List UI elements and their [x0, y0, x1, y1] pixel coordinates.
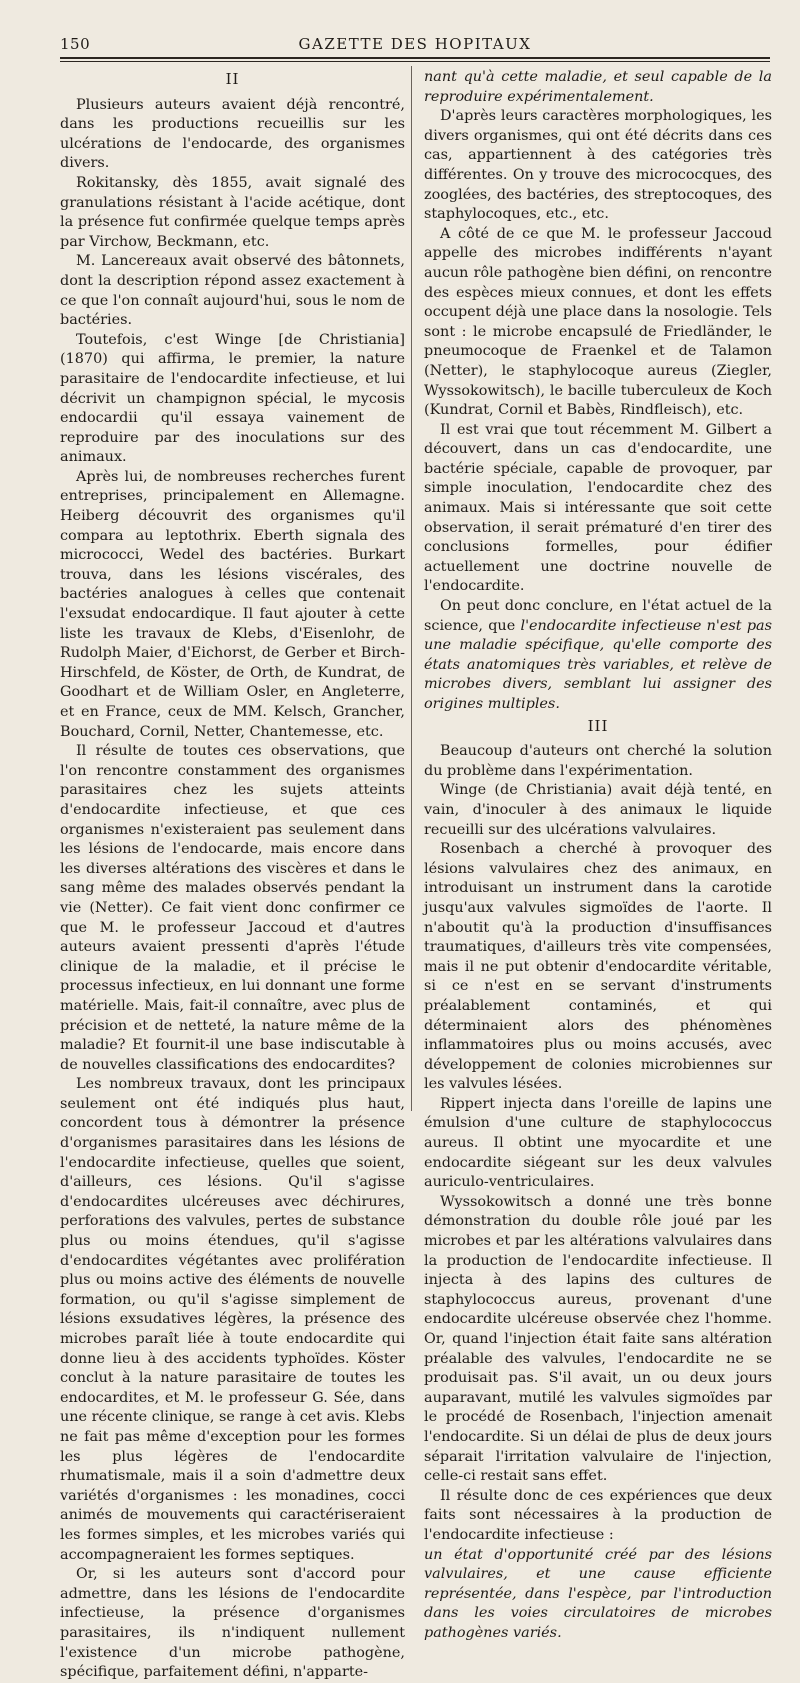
paragraph: M. Lancereaux avait observé des bâtonnets, dont la description répond assez exactement à ce que l'on connaît aujourd'hui, sous le nom de bactéries. — [60, 253, 405, 329]
page-header — [60, 30, 770, 58]
section-heading-iii: III — [587, 716, 609, 735]
paragraph: Rosenbach a cherché à provoquer des lésions valvulaires chez des animaux, en introduisant un instrument dans la carotide jusqu'aux valvules sigmoïdes de l'aorte. Il n'aboutit qu'à la production d'insuffisances traumatiques, d'ailleurs très vite compensées, mais il ne put obtenir d'endocardite véritable, si ce n'est en se servant d'instruments préalablement contaminés, et qui déterminaient alors des phénomènes inflammatoires plus ou moins accusés, avec développement de colonies microbiennes sur les valvules lésées. — [424, 841, 772, 1093]
paragraph: Plusieurs auteurs avaient déjà rencontré, dans les productions recueillis sur les ulcérations de l'endocarde, des organismes divers. — [60, 96, 405, 172]
continued-italic-text: nant qu'à cette maladie, et seul capable de la reproduire expérimentalement. — [424, 69, 772, 105]
journal-title: GAZETTE DES HOPITAUX — [298, 35, 532, 53]
paragraph: Il est vrai que tout récemment M. Gilbert a découvert, dans un cas d'endocardite, une bactérie spéciale, capable de provoquer, par simple inoculation, l'endocardite chez des animaux. Mais si intéressante que soit cette observation, il serait prématuré d'en tirer des conclusions formelles, pour édifier actuellement une doctrine nouvelle de l'endocardite. — [424, 421, 772, 595]
paragraph: Winge (de Christiania) avait déjà tenté, en vain, d'inoculer à des animaux le liquide recueilli sur des ulcérations valvulaires. — [424, 782, 772, 838]
paragraph: Rippert injecta dans l'oreille de lapins une émulsion d'une culture de staphylococcus aureus. Il obtint une myocardite et une endocardite siégeant sur les deux valvules auriculo-ventriculaires. — [424, 1095, 772, 1191]
paragraph: D'après leurs caractères morphologiques, les divers organismes, qui ont été décrits dans ces cas, appartiennent à des catégories très différentes. On y trouve des micrococques, des zooglées, des bactéries, des streptocoques, des staphylocoques, etc., etc. — [424, 108, 772, 223]
paragraph: Les nombreux travaux, dont les principaux seulement ont été indiqués plus haut, concordent tous à démontrer la présence d'organismes parasitaires dans les lésions de l'endocardite infectieuse, quelles que soient, d'ailleurs, ces lésions. Qu'il s'agisse d'endocardites ulcéreuses avec déchirures, perforations des valvules, pertes de substance plus ou moins étendues, qu'il s'agisse d'endocardites végétantes avec prolifération plus ou moins active des éléments de nouvelle formation, ou qu'il s'agisse simplement de lésions exsudatives légères, la présence des microbes paraît liée à toute endocardite qui donne lieu à des accidents typhoïdes. Köster conclut à la nature parasitaire de toutes les endocardites, et M. le professeur G. Sée, dans une récente clinique, se range à cet avis. Klebs ne fait pas même d'exception pour les formes les plus légères de l'endocardite rhumatismale, mais il a soin d'admettre deux variétés d'organismes : les monadines, cocci animés de mouvements qui caractériseraient les formes simples, et les microbes variés qui accompagneraient les formes septiques. — [60, 1076, 405, 1563]
final-italic-text: un état d'opportunité créé par des lésions valvulaires, et une cause efficiente représentée, dans l'espèce, par l'introduction dans les voies circulatoires de microbes pathogènes variés. — [424, 1546, 772, 1641]
paragraph: Beaucoup d'auteurs ont cherché la solution du problème dans l'expérimentation. — [424, 743, 772, 779]
conclusion-lead: On peut donc conclure, en l'état actuel de la science, que — [424, 598, 772, 634]
paragraph: Il résulte donc de ces expériences que deux faits sont nécessaires à la production de l'endocardite infectieuse : — [424, 1487, 772, 1543]
paragraph: Wyssokowitsch a donné une très bonne démonstration du double rôle joué par les microbes et par les altérations valvulaires dans la production de l'endocardite infectieuse. Il injecta à des lapins des cultures de staphylococcus aureus, provenant d'une endocardite ulcéreuse observée chez l'homme. Or, quand l'injection était faite sans altération préalable des valvules, l'endocardite ne se produisait pas. S'il avait, un ou deux jours auparavant, mutilé les valvules sigmoïdes par le procédé de Rosenbach, l'injection amenait l'endocardite. Si un délai de plus de deux jours séparait l'irritation valvulaire de l'injection, celle-ci restait sans effet. — [424, 1193, 772, 1485]
left-column — [60, 68, 405, 1683]
section-heading-ii: II — [225, 70, 240, 88]
paragraph: Rokitansky, dès 1855, avait signalé des granulations résistant à l'acide acétique, dont la présence fut confirmée quelque temps après par Virchow, Beckmann, etc. — [60, 174, 405, 250]
conclusion-paragraph — [424, 597, 772, 715]
column-divider — [411, 66, 412, 1111]
page-number: 150 — [60, 35, 91, 53]
right-column — [424, 68, 772, 1644]
paragraph: Il résulte de toutes ces observations, que l'on rencontre constamment des organismes parasitaires chez les sujets atteints d'endocardite infectieuse, et que ces organismes n'existeraient pas seulement dans les lésions de l'endocarde, mais encore dans les diverses altérations des viscères et dans le sang même des malades observés pendant la vie (Netter). Ce fait vient donc confirmer ce que M. le professeur Jaccoud et d'autres auteurs avaient pressenti d'après l'étude clinique de la maladie, et il précise le processus infectieux, en lui donnant une forme matérielle. Mais, fait-il connaître, avec plus de précision et de netteté, la nature même de la maladie? Et fournit-il une base indiscutable à de nouvelles classifications des endocardites? — [60, 743, 405, 1073]
header-rule-thick — [60, 57, 770, 59]
paragraph: Or, si les auteurs sont d'accord pour admettre, dans les lésions de l'endocardite infectieuse, la présence d'organismes parasitaires, ils n'indiquent nullement l'existence d'un microbe pathogène, spécifique, parfaitement défini, n'apparte- — [60, 1566, 405, 1681]
header-rule-thin — [60, 61, 770, 62]
conclusion-italic: l'endocardite infectieuse n'est pas une maladie spécifique, qu'elle comporte des états anatomiques très variables, et relève de microbes divers, semblant lui assigner des origines multiples. — [424, 617, 772, 712]
paragraph: A côté de ce que M. le professeur Jaccoud appelle des microbes indifférents n'ayant aucun rôle pathogène bien défini, on rencontre des espèces mieux connues, et dont les effets occupent déjà une place dans la nosologie. Tels sont : le microbe encapsulé de Friedländer, le pneumocoque de Fraenkel et de Talamon (Netter), le staphylocoque aureus (Ziegler, Wyssokowitsch), le bacille tuberculeux de Koch (Kundrat, Cornil et Babès, Rindfleisch), etc. — [424, 225, 772, 419]
paragraph: Après lui, de nombreuses recherches furent entreprises, principalement en Allemagne. Heiberg découvrit des organismes qu'il compara au leptothrix. Eberth signala des micrococci, Wedel des bactéries. Burkart trouva, dans les lésions viscérales, des bactéries analogues à celles que contenait l'exsudat endocardique. Il faut ajouter à cette liste les travaux de Klebs, d'Eisenlohr, de Rudolph Maier, d'Eichorst, de Gerber et Birch-Hirschfeld, de Köster, de Orth, de Kundrat, de Goodhart et de William Osler, en Angleterre, et en France, ceux de MM. Kelsch, Grancher, Bouchard, Cornil, Netter, Chantemesse, etc. — [60, 468, 405, 740]
paragraph: Toutefois, c'est Winge [de Christiania] (1870) qui affirma, le premier, la nature parasitaire de l'endocardite infectieuse, et lui décrivit un champignon spécial, le mycosis endocardii qu'il essaya vainement de reproduire par des inoculations sur des animaux. — [60, 331, 405, 466]
